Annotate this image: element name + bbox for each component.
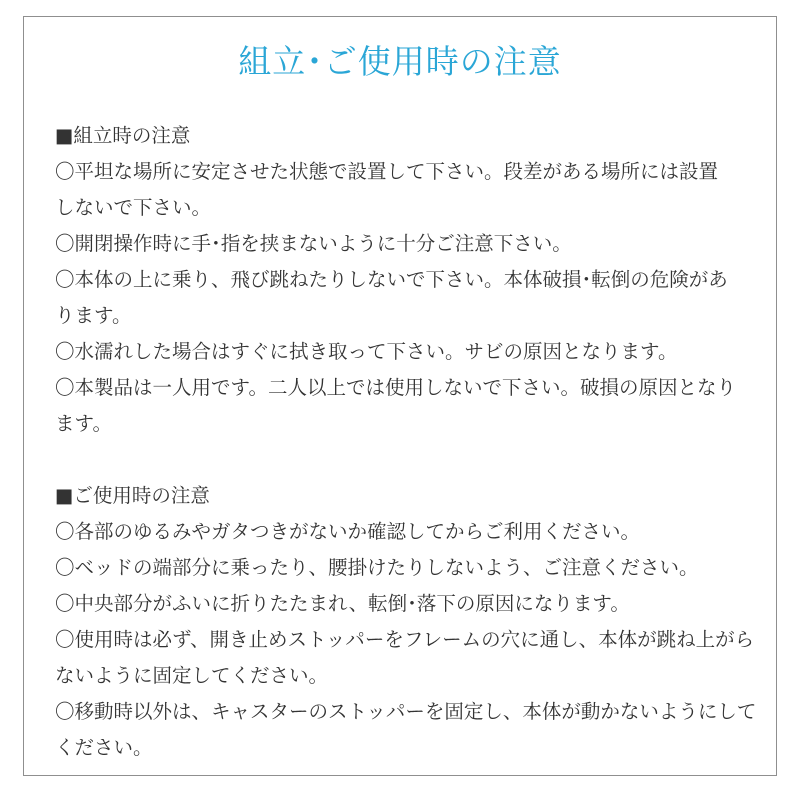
notice-line: 〇本体の上に乗り、飛び跳ねたりしないで下さい。本体破損･転倒の危険があ [55, 268, 728, 291]
usage-section [55, 478, 755, 766]
notice-line: 〇水濡れした場合はすぐに拭き取って下さい。サビの原因となります。 [55, 340, 678, 363]
notice-line: ないように固定してください。 [55, 664, 329, 687]
assembly-section [55, 118, 755, 442]
notice-line: 〇各部のゆるみやガタつきがないか確認してからご利用ください。 [55, 520, 641, 543]
notice-line: 〇平坦な場所に安定させた状態で設置して下さい。段差がある場所には設置 [55, 160, 719, 183]
notice-line: 〇本製品は一人用です。二人以上では使用しないで下さい。破損の原因となり [55, 376, 736, 399]
notice-line: 〇開閉操作時に手･指を挟まないように十分ご注意下さい。 [55, 232, 572, 255]
notice-line: 〇中央部分がふいに折りたたまれ、転倒･落下の原因になります。 [55, 592, 630, 615]
notice-line: ます。 [55, 412, 112, 435]
notice-line: 〇ベッドの端部分に乗ったり、腰掛けたりしないよう、ご注意ください。 [55, 556, 699, 579]
notice-line: しないで下さい。 [55, 196, 212, 219]
notice-content [55, 118, 755, 766]
section-heading-assembly: ■組立時の注意 [55, 124, 191, 147]
notice-line: ください。 [55, 736, 153, 759]
notice-line: ります。 [55, 304, 132, 327]
section-heading-usage: ■ご使用時の注意 [55, 484, 210, 507]
page-title: 組立･ご使用時の注意 [238, 42, 562, 81]
notice-line: 〇使用時は必ず、開き止めストッパーをフレームの穴に通し、本体が跳ね上がら [55, 628, 755, 651]
section-spacer [55, 442, 755, 478]
notice-line: 〇移動時以外は、キャスターのストッパーを固定し、本体が動かないようにして [55, 700, 757, 723]
